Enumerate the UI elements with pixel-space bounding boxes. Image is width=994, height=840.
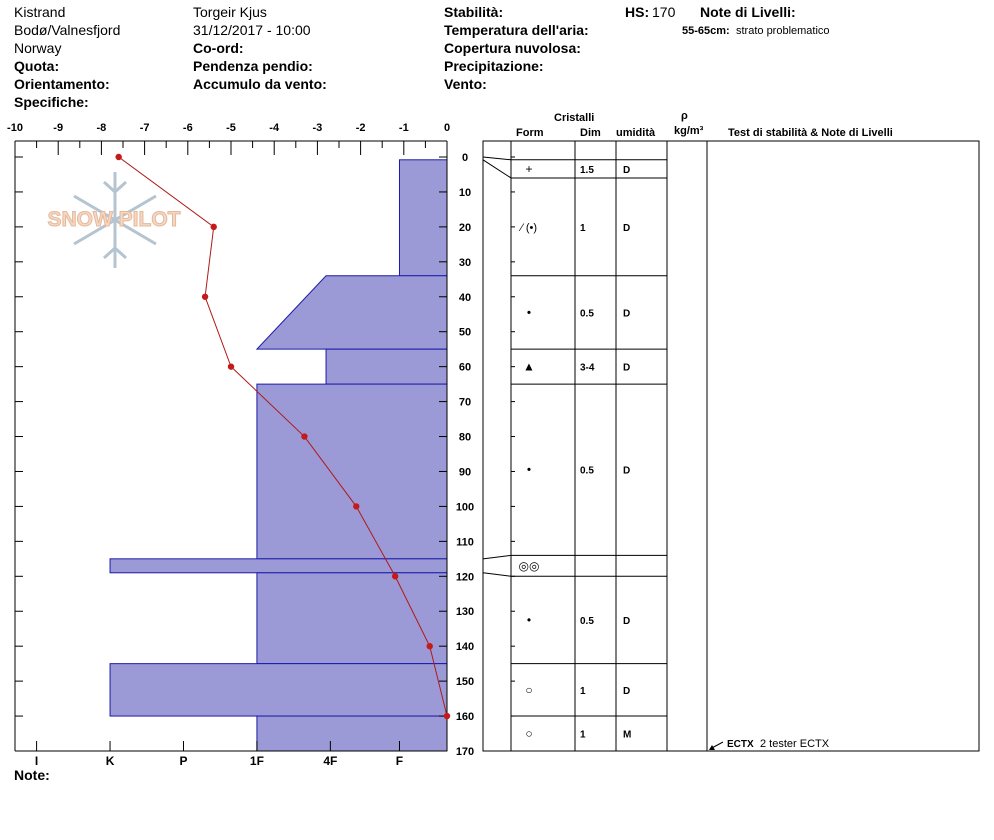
layer-note-range: 55-65cm: — [682, 25, 730, 37]
depth-tick-label: 150 — [455, 676, 475, 689]
hardness-bar — [399, 160, 447, 276]
cristalli-header: Cristalli — [554, 112, 595, 124]
density-unit-header: kg/m³ — [674, 125, 704, 137]
test-code: ECTX — [727, 739, 754, 750]
temperature-point — [228, 363, 234, 369]
temp-tick-label: -8 — [96, 122, 107, 134]
hardness-axis-label: K — [105, 754, 115, 768]
grain-size: 0.5 — [580, 615, 594, 627]
test-arrowhead — [709, 745, 715, 750]
moisture: D — [623, 222, 631, 234]
hardness-bar — [257, 276, 447, 349]
depth-tick-label: 0 — [461, 152, 469, 164]
form-header: Form — [516, 127, 544, 139]
hardness-bar — [257, 716, 447, 751]
depth-tick-label: 130 — [455, 606, 475, 619]
grain-form: ▲ — [523, 359, 535, 374]
temp-tick-label: -6 — [182, 122, 193, 134]
layer-connector — [483, 157, 511, 160]
hardness-axis-label: F — [395, 754, 404, 768]
temperature-point — [211, 224, 217, 230]
moisture: D — [623, 615, 631, 627]
hs-value: 170 — [652, 4, 676, 20]
umidita-header: umidità — [616, 127, 656, 139]
grain-form: ⁄ (•) — [520, 221, 538, 234]
hardness-bar — [257, 573, 447, 664]
depth-tick-label: 90 — [458, 466, 472, 479]
grain-form: ○ — [525, 682, 533, 697]
observer: Torgeir Kjus — [193, 4, 267, 20]
specifiche-label: Specifiche: — [14, 94, 89, 110]
temp-tick-label: -5 — [226, 122, 236, 134]
hardness-bar — [110, 559, 447, 573]
temp-tick-label: -4 — [269, 122, 280, 134]
temp-tick-label: -9 — [53, 122, 64, 134]
depth-tick-label: 40 — [458, 291, 472, 304]
moisture: D — [623, 164, 631, 176]
grain-size: 1 — [580, 222, 586, 234]
temp-tick-label: -2 — [355, 122, 366, 134]
grain-size: 3-4 — [580, 362, 595, 374]
depth-tick-label: 170 — [455, 746, 475, 758]
grain-form: ○ — [525, 726, 533, 741]
temp-tick-label: 0 — [443, 122, 451, 134]
country: Norway — [14, 40, 62, 56]
depth-tick-label: 30 — [458, 256, 472, 269]
grain-size: 1 — [580, 685, 586, 697]
quota-label: Quota: — [14, 58, 60, 74]
depth-tick-label: 50 — [458, 326, 472, 339]
temp-tick-label: -1 — [398, 122, 409, 134]
accumulo-label: Accumulo da vento: — [193, 76, 327, 92]
grain-size: 1 — [580, 729, 586, 741]
grain-form: • — [526, 462, 532, 477]
depth-tick-label: 160 — [455, 711, 475, 724]
temperature-point — [202, 294, 208, 300]
layer-table-frame — [483, 141, 979, 751]
precipitazione-label: Precipitazione: — [444, 58, 544, 74]
grain-size: 0.5 — [580, 308, 594, 320]
depth-tick-label: 70 — [458, 396, 472, 409]
temperature-point — [115, 154, 121, 160]
depth-tick-label: 110 — [456, 536, 474, 549]
temp-tick-label: -3 — [312, 122, 323, 134]
pendenza-label: Pendenza pendio: — [193, 58, 313, 74]
copertura-label: Copertura nuvolosa: — [444, 40, 581, 56]
grain-form: • — [526, 305, 532, 320]
temperature-point — [444, 713, 450, 719]
logo-text: SNOW PILOT — [47, 208, 181, 231]
depth-tick-label: 140 — [455, 641, 475, 654]
temperature-point — [427, 643, 433, 649]
location: Kistrand — [14, 4, 66, 20]
layer-connector — [483, 160, 511, 178]
temperatura-label: Temperatura dell'aria: — [444, 22, 589, 38]
layer-connector — [483, 573, 511, 576]
temperature-point — [301, 433, 307, 439]
moisture: D — [623, 465, 631, 477]
region: Bodø/Valnesfjord — [14, 22, 121, 38]
grain-size: 0.5 — [580, 465, 594, 477]
layer-note-text: strato problematico — [736, 25, 830, 37]
test-header: Test di stabilità & Note di Livelli — [728, 127, 893, 139]
coord-label: Co-ord: — [193, 40, 244, 56]
depth-tick-label: 80 — [458, 431, 472, 444]
hardness-bar — [326, 349, 447, 384]
temp-tick-label: -7 — [139, 122, 150, 134]
datetime: 31/12/2017 - 10:00 — [193, 22, 311, 38]
grain-form: ◎◎ — [518, 558, 540, 573]
depth-tick-label: 20 — [458, 221, 472, 234]
grain-form: + — [525, 161, 533, 176]
moisture: D — [623, 685, 631, 697]
temp-tick-label: -10 — [7, 122, 23, 134]
note-livelli-label: Note di Livelli: — [700, 4, 796, 20]
grain-size: 1.5 — [580, 164, 594, 176]
note-label: Note: — [14, 767, 50, 783]
dim-header: Dim — [580, 127, 601, 139]
layer-connector — [483, 555, 511, 558]
depth-tick-label: 120 — [455, 571, 475, 584]
hardness-axis-label: 1F — [249, 754, 264, 768]
depth-tick-label: 10 — [458, 186, 472, 199]
stabilita-label: Stabilità: — [444, 4, 504, 20]
hardness-axis-label: I — [34, 754, 39, 768]
test-text: 2 tester ECTX — [760, 738, 830, 750]
grain-form: • — [526, 612, 532, 627]
temperature-point — [392, 573, 398, 579]
moisture: M — [623, 729, 632, 741]
hardness-bar — [257, 384, 447, 559]
vento-label: Vento: — [444, 76, 487, 92]
hardness-axis-label: P — [179, 754, 188, 768]
rho-header: ρ — [681, 110, 688, 122]
moisture: D — [623, 362, 631, 374]
hardness-axis-label: 4F — [323, 754, 338, 768]
hs-label: HS: — [625, 4, 650, 20]
hardness-bar — [110, 664, 447, 716]
depth-tick-label: 60 — [458, 361, 472, 374]
depth-tick-label: 100 — [455, 501, 475, 514]
temperature-point — [353, 503, 359, 509]
moisture: D — [623, 308, 631, 320]
orientamento-label: Orientamento: — [14, 76, 110, 92]
